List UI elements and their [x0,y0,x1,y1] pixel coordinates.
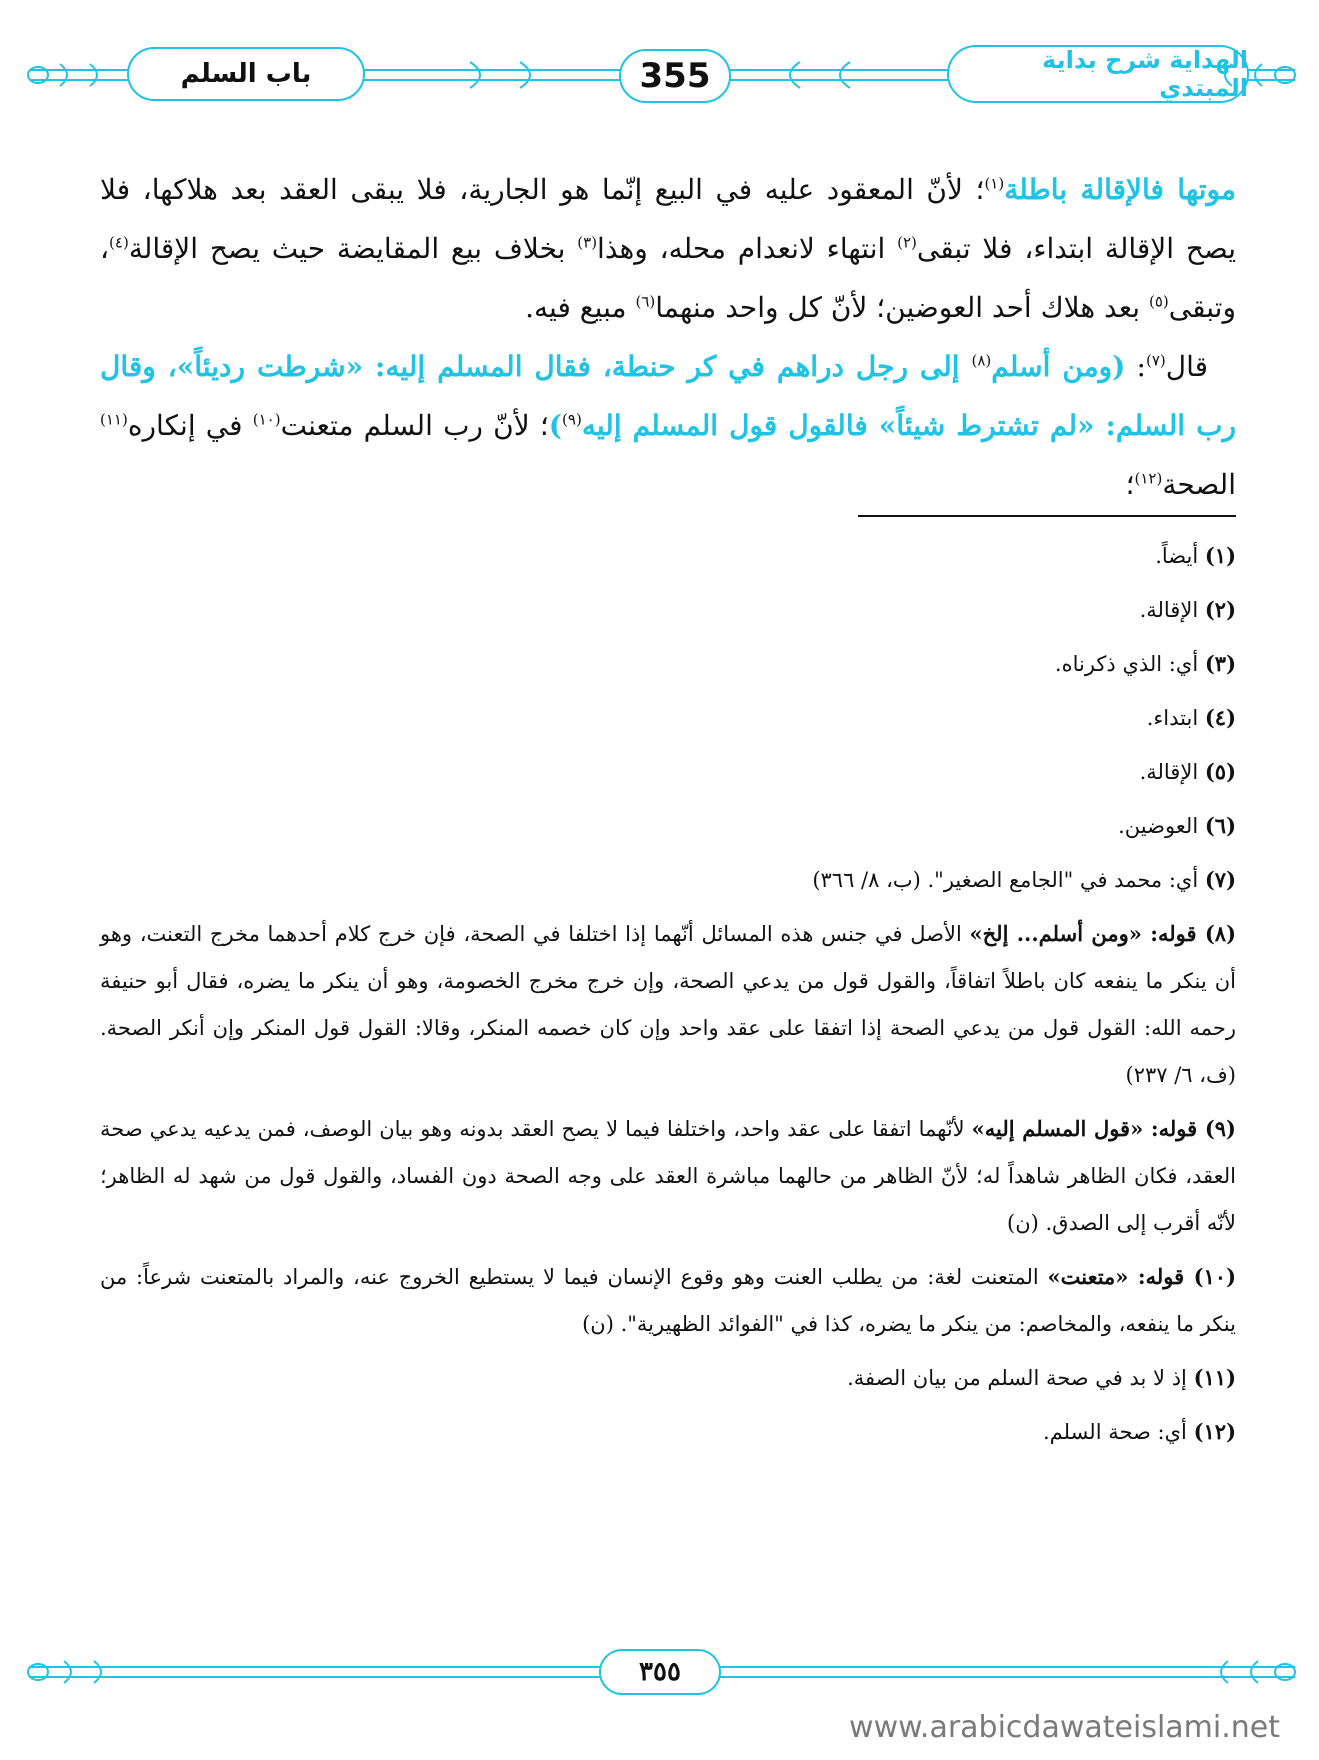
footnote-number: (١١) [1193,1365,1236,1390]
footnote-marker: (١٠) [252,410,281,429]
footnote-text: أيضاً. [1155,544,1205,568]
footnote-text: لأنّهما اتفقا على عقد واحد، واختلفا فيما لا يصح العقد بدونه وهو بيان الوصف، فمن يدعيه يدعي صحة العقد، فكان الظاهر شاهداً له؛ لأنّ الظاهر من حالهما مباشرة العقد على وجه الصحة دون الفساد، والقول قول من شهد له الظاهر؛ لأنّه أقرب إلى الصدق. (ن) [100,1117,1236,1235]
footnote-text: أي: صحة السلم. [1042,1420,1194,1444]
footnote-marker: (٥) [1148,292,1169,311]
main-text [100,160,1236,514]
page-header [0,0,1319,140]
sharh-text: قال [1165,350,1209,383]
footnote-item [100,586,1236,634]
footnote-marker: (١) [984,174,1005,193]
footnote-number: (١٢) [1193,1419,1236,1444]
footnote-number: (٩) [1204,1116,1236,1141]
footnote-number: (١) [1204,543,1236,568]
header-page-number: 355 [639,56,711,96]
footnote-marker: (٢) [897,233,917,252]
footnote-number: (٦) [1204,813,1236,838]
footnote-number: (٧) [1204,867,1236,892]
footnote-text: ابتداء. [1146,706,1205,730]
footnote-item [100,802,1236,850]
footnote-marker: (٣) [577,233,598,252]
footnote-item [100,640,1236,688]
footnote-number: (٤) [1204,705,1236,730]
footnotes [100,532,1236,1462]
footnote-text: أي: محمد في "الجامع الصغير". (ب، ٨/ ٣٦٦) [812,868,1205,892]
footnote-item [100,532,1236,580]
footnote-number: (٣) [1204,651,1236,676]
matn-text: موتها فالإقالة باطلة [1004,173,1236,206]
sharh-text: بعد هلاك أحد العوضين؛ لأنّ كل واحد منهما [655,291,1149,324]
sharh-text: : [1125,350,1146,383]
sharh-text: ؛ [1125,468,1135,501]
chapter-title: باب السلم [180,59,312,89]
footnote-number: (١٠) [1193,1264,1237,1289]
sharh-text: الصحة [1162,468,1236,501]
sharh-text: بخلاف بيع المقايضة حيث يصح الإقالة [128,232,578,265]
footnote-divider [858,515,1236,517]
footnote-marker: (٩) [562,410,582,429]
footnote-item [100,1105,1236,1247]
footnote-number: (٥) [1204,759,1236,784]
sharh-text: ؛ لأنّ المعقود عليه في البيع إنّما هو الجارية، فلا يبقى العقد بعد هلاكها، فلا يصح الإقالة ابتداء، فلا تبقى [100,173,1236,265]
matn-text: إلى رجل دراهم في كر حنطة، فقال المسلم إليه: «شرطت رديئاً»، وقال رب السلم: «لم تشترط شيئاً» فالقول قول المسلم إليه [100,350,1237,442]
footnote-marker: (١١) [100,410,128,429]
sharh-text: ؛ لأنّ رب السلم متعنت [280,409,549,442]
footnote-text: أي: الذي ذكرناه. [1054,652,1205,676]
footnote-text: الأصل في جنس هذه المسائل أنّهما إذا اختلفا في الصحة، فإن خرج كلام أحدهما مخرج التعنت، وهو أن ينكر ما ينفعه كان باطلاً اتفاقاً، والقول قول من يدعي الصحة، وإن خرج مخرج الخصومة، وهو أن ينكر ما يضره، فقال أبو حنيفة رحمه الله: القول قول من يدعي الصحة إذا اتفقا على عقد واحد وإن كان خصمه المنكر، وقالا: القول قول المنكر وإن أنكر الصحة. (ف، ٦/ ٢٣٧) [100,922,1236,1087]
footnote-marker: (١٢) [1134,469,1163,488]
footnote-lead: قوله: «قول المسلم إليه» [971,1116,1205,1141]
footnote-marker: (٦) [635,292,656,311]
footnote-item [100,856,1236,904]
footnote-item [100,1408,1236,1456]
footnote-item [100,1354,1236,1402]
footnote-item [100,694,1236,742]
main-paragraph-2 [100,337,1236,514]
footnote-number: (٢) [1204,597,1236,622]
sharh-text: في إنكاره [127,409,253,442]
sharh-text: ، وتبقى [100,232,1236,324]
footnote-text: إذ لا بد في صحة السلم من بيان الصفة. [847,1366,1194,1390]
book-title: الهداية شرح بداية المبتدي [1042,46,1248,102]
footnote-marker: (٧) [1145,351,1166,370]
sharh-text: انتهاء لانعدام محله، وهذا [597,232,898,265]
matn-text: ) [548,409,563,442]
sharh-text: مبيع فيه. [525,291,636,324]
website-watermark[interactable]: www.arabicdawateislami.net [849,1710,1280,1745]
matn-text: (ومن أسلم [991,350,1126,383]
footnote-item [100,1253,1236,1348]
page-footer [0,1640,1319,1720]
footnote-number: (٨) [1204,921,1236,946]
footnote-text: العوضين. [1118,814,1205,838]
footnote-text: الإقالة. [1139,760,1205,784]
footnote-lead: قوله: «متعنت» [1047,1264,1194,1289]
footnote-item [100,748,1236,796]
footer-page-number: ٣٥٥ [639,1657,681,1687]
footnote-text: المتعنت لغة: من يطلب العنت وهو وقوع الإنسان فيما لا يستطيع الخروج عنه، والمراد بالمتعنت شرعاً: من ينكر ما ينفعه، والمخاصم: من ينكر ما يضره، كذا في "الفوائد الظهيرية". (ن) [100,1265,1236,1336]
footnote-text: الإقالة. [1139,598,1205,622]
footnote-lead: قوله: «ومن أسلم... إلخ» [969,921,1205,946]
footnote-marker: (٨) [971,351,992,370]
footnote-item [100,910,1236,1099]
footnote-marker: (٤) [109,233,129,252]
main-paragraph-1 [100,160,1236,337]
